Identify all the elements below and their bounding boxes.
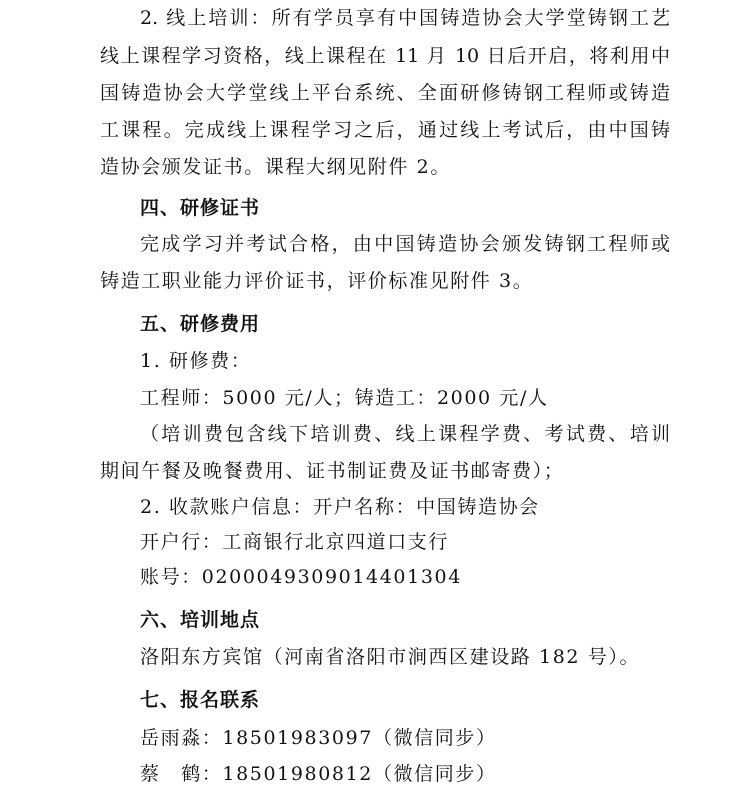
fee-note-line-2: 期间午餐及晚餐费用、证书制证费及证书邮寄费）； <box>100 460 565 482</box>
online-training-line-1: 2. 线上培训：所有学员享有中国铸造协会大学堂铸钢工艺 <box>140 7 670 29</box>
location-heading: 六、培训地点 <box>140 609 261 631</box>
location-address: 洛阳东方宾馆（河南省洛阳市涧西区建设路 182 号）。 <box>140 646 641 668</box>
fee-note-line-1: （培训费包含线下培训费、线上课程学费、考试费、培训 <box>140 423 670 445</box>
certificate-line-1: 完成学习并考试合格，由中国铸造协会颁发铸钢工程师或 <box>140 233 670 255</box>
certificate-line-2: 铸造工职业能力评价证书，评价标准见附件 3。 <box>100 270 534 292</box>
certificate-heading: 四、研修证书 <box>140 197 261 219</box>
contact-item: 岳雨淼：18501983097（微信同步） <box>140 727 497 749</box>
account-number: 账号：0200049309014401304 <box>140 566 462 588</box>
fees-heading: 五、研修费用 <box>140 313 261 335</box>
contact-item: 蔡 鹤：18501980812（微信同步） <box>140 763 497 785</box>
account-title: 2. 收款账户信息：开户名称：中国铸造协会 <box>140 496 540 518</box>
fee-title: 1. 研修费： <box>140 350 252 372</box>
contact-heading: 七、报名联系 <box>140 689 261 711</box>
online-training-line-5: 造协会颁发证书。课程大纲见附件 2。 <box>100 156 451 178</box>
online-training-line-2: 线上课程学习资格，线上课程在 11 月 10 日后开启，将利用中 <box>100 45 670 67</box>
online-training-line-4: 工课程。完成线上课程学习之后，通过线上考试后，由中国铸 <box>100 119 670 141</box>
fee-amounts: 工程师：5000 元/人；铸造工：2000 元/人 <box>140 387 549 409</box>
online-training-line-3: 国铸造协会大学堂线上平台系统、全面研修铸钢工程师或铸造 <box>100 82 670 104</box>
bank-name: 开户行：工商银行北京四道口支行 <box>140 531 450 553</box>
